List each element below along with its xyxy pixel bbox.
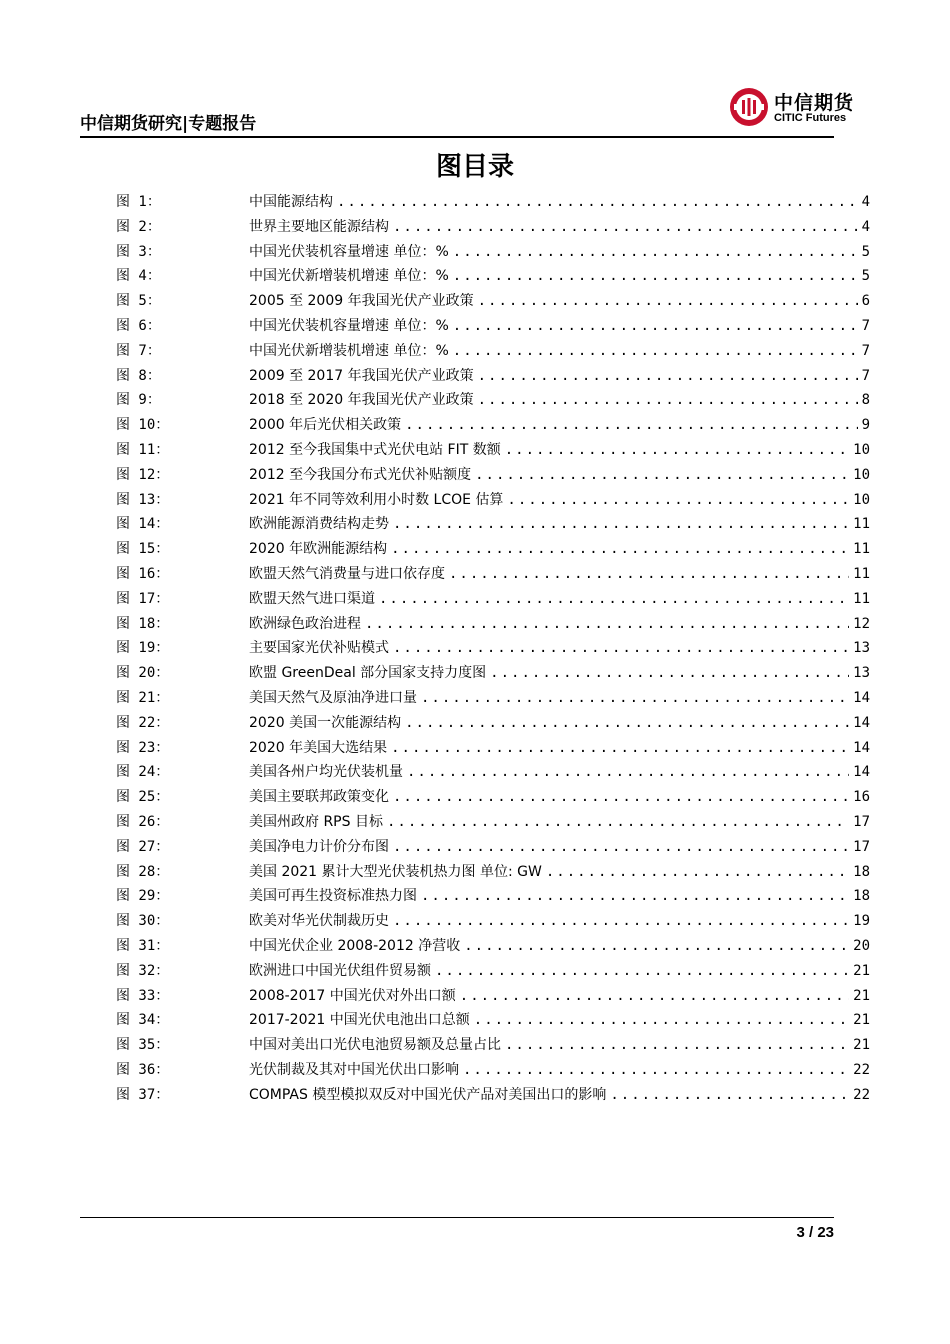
toc-entry-title: 2008-2017 中国光伏对外出口额 <box>249 987 456 1004</box>
toc-entry-title: 中国光伏新增装机增速 单位：% <box>249 342 449 359</box>
toc-entry-number: 图 9： <box>116 392 161 409</box>
toc-entry-page: 21 <box>853 1037 870 1054</box>
toc-entry-number: 图 19： <box>116 640 170 657</box>
toc-entry[interactable] <box>116 587 870 612</box>
toc-entry-body <box>249 884 870 909</box>
toc-entry-title: 2020 年欧洲能源结构 <box>249 541 388 558</box>
toc-entry[interactable] <box>116 215 870 240</box>
toc-entry-number: 图 6： <box>116 317 161 334</box>
toc-dot-leader <box>435 959 849 984</box>
toc-entry-page: 12 <box>853 615 870 632</box>
toc-entry[interactable] <box>116 1058 870 1083</box>
toc-dot-leader <box>478 364 858 389</box>
toc-entry[interactable] <box>116 289 870 314</box>
toc-entry-body <box>249 364 870 389</box>
toc-dot-leader <box>393 512 849 537</box>
toc-entry[interactable] <box>116 736 870 761</box>
toc-entry-page: 4 <box>861 194 870 210</box>
toc-entry-body <box>249 190 870 215</box>
toc-entry-page: 16 <box>853 789 870 806</box>
toc-entry-number: 图 35： <box>116 1037 170 1054</box>
toc-entry[interactable] <box>116 760 870 785</box>
toc-entry-title: 2000 年后光伏相关政策 <box>249 417 402 434</box>
toc-entry-page: 19 <box>853 913 870 930</box>
toc-dot-leader <box>610 1083 849 1108</box>
toc-entry-page: 14 <box>853 714 870 731</box>
toc-entry-body <box>249 314 870 339</box>
toc-dot-leader <box>405 413 857 438</box>
toc-entry-page: 17 <box>853 838 870 855</box>
toc-entry-body <box>249 959 870 984</box>
page-indicator: 3 / 23 <box>796 1224 834 1241</box>
toc-entry-number: 图 22： <box>116 714 170 731</box>
toc-entry-title: 世界主要地区能源结构 <box>249 218 389 235</box>
toc-dot-leader <box>505 1033 849 1058</box>
toc-entry[interactable] <box>116 959 870 984</box>
toc-dot-leader <box>463 1058 849 1083</box>
toc-dot-leader <box>393 636 849 661</box>
toc-dot-leader <box>393 835 849 860</box>
toc-entry-page: 5 <box>861 268 870 285</box>
toc-entry-number: 图 31： <box>116 937 170 954</box>
toc-entry-title: 美国主要联邦政策变化 <box>249 789 389 806</box>
toc-entry-body <box>249 289 870 314</box>
toc-entry[interactable] <box>116 438 870 463</box>
toc-entry[interactable] <box>116 711 870 736</box>
toc-entry-number: 图 10： <box>116 417 170 434</box>
toc-entry-number: 图 18： <box>116 615 170 632</box>
toc-entry-body <box>249 587 870 612</box>
toc-dot-leader <box>379 587 849 612</box>
toc-entry[interactable] <box>116 835 870 860</box>
toc-entry-page: 9 <box>861 417 870 434</box>
toc-entry-page: 22 <box>853 1086 870 1103</box>
toc-entry-page: 10 <box>853 491 870 508</box>
toc-entry-number: 图 11： <box>116 441 170 458</box>
toc-entry-title: 美国天然气及原油净进口量 <box>249 689 417 706</box>
toc-entry[interactable] <box>116 190 870 215</box>
toc-entry[interactable] <box>116 984 870 1009</box>
toc-entry[interactable] <box>116 810 870 835</box>
toc-entry-body <box>249 1083 870 1108</box>
toc-entry[interactable] <box>116 388 870 413</box>
toc-entry[interactable] <box>116 1083 870 1108</box>
toc-dot-leader <box>393 215 858 240</box>
toc-entry-number: 图 28： <box>116 863 170 880</box>
toc-entry-number: 图 13： <box>116 491 170 508</box>
toc-entry[interactable] <box>116 612 870 637</box>
toc-dot-leader <box>475 463 849 488</box>
toc-entry-body <box>249 736 870 761</box>
toc-entry-body <box>249 512 870 537</box>
report-header-title: 中信期货研究|专题报告 <box>80 114 257 134</box>
toc-dot-leader <box>490 661 849 686</box>
toc-dot-leader <box>474 1008 849 1033</box>
toc-entry-number: 图 25： <box>116 789 170 806</box>
toc-entry-body <box>249 488 870 513</box>
toc-entry-page: 21 <box>853 987 870 1004</box>
toc-dot-leader <box>453 240 858 265</box>
toc-entry-title: 光伏制裁及其对中国光伏出口影响 <box>249 1061 459 1078</box>
toc-entry-page: 13 <box>853 640 870 657</box>
toc-entry[interactable] <box>116 537 870 562</box>
toc-entry-number: 图 36： <box>116 1061 170 1078</box>
toc-dot-leader <box>407 760 849 785</box>
toc-entry-title: 中国光伏新增装机增速 单位：% <box>249 268 449 285</box>
toc-entry-page: 11 <box>853 541 870 558</box>
toc-entry-title: 2012 至今我国分布式光伏补贴额度 <box>249 466 472 483</box>
toc-entry-number: 图 12： <box>116 466 170 483</box>
toc-entry-body <box>249 661 870 686</box>
toc-dot-leader <box>478 388 858 413</box>
toc-entry[interactable] <box>116 413 870 438</box>
toc-entry-title: 美国州政府 RPS 目标 <box>249 813 383 830</box>
toc-entry-body <box>249 1058 870 1083</box>
toc-entry-title: 2012 至今我国集中式光伏电站 FIT 数额 <box>249 441 501 458</box>
toc-entry-page: 22 <box>853 1061 870 1078</box>
toc-entry-title: 欧盟天然气消费量与进口依存度 <box>249 565 445 582</box>
toc-entry[interactable] <box>116 661 870 686</box>
toc-entry-title: 欧盟天然气进口渠道 <box>249 590 375 607</box>
toc-dot-leader <box>391 537 849 562</box>
toc-entry-body <box>249 1008 870 1033</box>
toc-entry-body <box>249 537 870 562</box>
toc-entry[interactable] <box>116 314 870 339</box>
toc-entry-page: 18 <box>853 888 870 905</box>
toc-dot-leader <box>405 711 849 736</box>
footer-divider <box>80 1217 834 1218</box>
toc-entry-number: 图 23： <box>116 739 170 756</box>
toc-entry[interactable] <box>116 909 870 934</box>
toc-dot-leader <box>505 438 849 463</box>
toc-entry-title: 中国对美出口光伏电池贸易额及总量占比 <box>249 1037 501 1054</box>
toc-entry-title: 2020 年美国大选结果 <box>249 739 388 756</box>
toc-entry-title: 2021 年不同等效利用小时数 LCOE 估算 <box>249 491 504 508</box>
toc-dot-leader <box>464 934 849 959</box>
toc-entry-page: 5 <box>861 243 870 260</box>
toc-entry-page: 14 <box>853 739 870 756</box>
toc-entry-title: 欧洲能源消费结构走势 <box>249 516 389 533</box>
toc-entry-number: 图 15： <box>116 541 170 558</box>
toc-dot-leader <box>453 264 858 289</box>
toc-entry-title: 美国可再生投资标准热力图 <box>249 888 417 905</box>
toc-entry-page: 21 <box>853 1012 870 1029</box>
toc-dot-leader <box>449 562 849 587</box>
toc-entry-body <box>249 934 870 959</box>
toc-entry-number: 图 17： <box>116 590 170 607</box>
toc-entry-number: 图 34： <box>116 1012 170 1029</box>
header-divider <box>80 136 834 138</box>
toc-entry[interactable] <box>116 860 870 885</box>
toc-entry[interactable] <box>116 934 870 959</box>
toc-entry-body <box>249 240 870 265</box>
toc-entry[interactable] <box>116 364 870 389</box>
toc-entry-title: 2020 美国一次能源结构 <box>249 714 402 731</box>
toc-dot-leader <box>507 488 849 513</box>
toc-entry-title: 欧盟 GreenDeal 部分国家支持力度图 <box>249 665 487 682</box>
toc-entry-title: COMPAS 模型模拟双反对中国光伏产品对美国出口的影响 <box>249 1086 607 1103</box>
toc-entry[interactable] <box>116 636 870 661</box>
toc-entry-title: 美国各州户均光伏装机量 <box>249 764 403 781</box>
toc-entry-number: 图 24： <box>116 764 170 781</box>
toc-entry-title: 主要国家光伏补贴模式 <box>249 640 389 657</box>
toc-entry-title: 2005 至 2009 年我国光伏产业政策 <box>249 293 474 310</box>
toc-entry-body <box>249 860 870 885</box>
toc-entry-page: 13 <box>853 665 870 682</box>
toc-title: 图目录 <box>435 152 514 182</box>
toc-entry-title: 2018 至 2020 年我国光伏产业政策 <box>249 392 474 409</box>
toc-entry-number: 图 3： <box>116 243 161 260</box>
figure-toc-list <box>116 190 870 1107</box>
toc-dot-leader <box>453 339 858 364</box>
toc-entry-body <box>249 984 870 1009</box>
toc-entry-number: 图 4： <box>116 268 161 285</box>
toc-entry-number: 图 16： <box>116 565 170 582</box>
citic-emblem-icon <box>728 86 770 128</box>
toc-entry-number: 图 33： <box>116 987 170 1004</box>
toc-dot-leader <box>546 860 849 885</box>
toc-dot-leader <box>387 810 849 835</box>
toc-dot-leader <box>337 190 858 215</box>
toc-entry-body <box>249 438 870 463</box>
toc-entry[interactable] <box>116 463 870 488</box>
toc-entry[interactable] <box>116 884 870 909</box>
toc-entry-number: 图 32： <box>116 962 170 979</box>
toc-entry-page: 11 <box>853 516 870 533</box>
toc-entry-number: 图 21： <box>116 689 170 706</box>
toc-entry-number: 图 5： <box>116 293 161 310</box>
toc-entry-body <box>249 686 870 711</box>
toc-dot-leader <box>478 289 858 314</box>
toc-entry-page: 8 <box>861 392 870 409</box>
toc-entry-title: 中国能源结构 <box>249 194 333 210</box>
toc-entry[interactable] <box>116 264 870 289</box>
toc-entry-title: 欧洲绿色政治进程 <box>249 615 361 632</box>
toc-entry-page: 20 <box>853 937 870 954</box>
toc-entry-number: 图 37： <box>116 1086 170 1103</box>
toc-entry-body <box>249 711 870 736</box>
toc-entry-body <box>249 636 870 661</box>
toc-entry-body <box>249 835 870 860</box>
toc-entry[interactable] <box>116 1008 870 1033</box>
toc-entry-number: 图 20： <box>116 665 170 682</box>
toc-dot-leader <box>391 736 849 761</box>
toc-entry-number: 图 30： <box>116 913 170 930</box>
toc-entry-title: 欧洲进口中国光伏组件贸易额 <box>249 962 431 979</box>
toc-entry-body <box>249 264 870 289</box>
toc-entry-page: 14 <box>853 764 870 781</box>
toc-entry-body <box>249 388 870 413</box>
toc-entry[interactable] <box>116 488 870 513</box>
toc-dot-leader <box>453 314 858 339</box>
toc-dot-leader <box>393 909 849 934</box>
toc-entry-body <box>249 463 870 488</box>
toc-entry-number: 图 27： <box>116 838 170 855</box>
toc-entry[interactable] <box>116 339 870 364</box>
toc-dot-leader <box>365 612 849 637</box>
toc-entry-title: 中国光伏企业 2008-2012 净营收 <box>249 937 461 954</box>
toc-entry-number: 图 1： <box>116 194 161 210</box>
toc-entry-title: 美国净电力计价分布图 <box>249 838 389 855</box>
toc-entry-body <box>249 339 870 364</box>
toc-entry-body <box>249 215 870 240</box>
toc-entry-number: 图 2： <box>116 218 161 235</box>
toc-entry-page: 7 <box>861 342 870 359</box>
toc-entry-page: 4 <box>861 218 870 235</box>
toc-entry-page: 7 <box>861 367 870 384</box>
toc-entry-body <box>249 785 870 810</box>
toc-entry-page: 11 <box>853 590 870 607</box>
toc-entry-body <box>249 760 870 785</box>
toc-entry-page: 18 <box>853 863 870 880</box>
toc-entry-title: 中国光伏装机容量增速 单位：% <box>249 243 449 260</box>
toc-entry-page: 21 <box>853 962 870 979</box>
logo-chinese-name: 中信期货 <box>774 92 855 114</box>
toc-entry-body <box>249 562 870 587</box>
toc-entry-number: 图 29： <box>116 888 170 905</box>
toc-entry[interactable] <box>116 240 870 265</box>
toc-entry-title: 中国光伏装机容量增速 单位：% <box>249 317 449 334</box>
toc-entry-number: 图 26： <box>116 813 170 830</box>
toc-entry-page: 7 <box>861 317 870 334</box>
toc-entry[interactable] <box>116 512 870 537</box>
toc-entry-body <box>249 810 870 835</box>
toc-entry[interactable] <box>116 1033 870 1058</box>
toc-entry-page: 10 <box>853 466 870 483</box>
toc-entry-body <box>249 1033 870 1058</box>
logo-english-name: CITIC Futures <box>774 112 847 124</box>
toc-entry-page: 10 <box>853 441 870 458</box>
toc-entry[interactable] <box>116 686 870 711</box>
toc-entry-number: 图 14： <box>116 516 170 533</box>
toc-entry-body <box>249 413 870 438</box>
toc-entry-title: 美国 2021 累计大型光伏装机热力图 单位: GW <box>249 863 542 880</box>
toc-entry[interactable] <box>116 785 870 810</box>
toc-entry-body <box>249 612 870 637</box>
toc-entry-body <box>249 909 870 934</box>
toc-entry-number: 图 7： <box>116 342 161 359</box>
toc-entry-title: 欧美对华光伏制裁历史 <box>249 913 389 930</box>
toc-dot-leader <box>421 686 849 711</box>
toc-entry-title: 2009 至 2017 年我国光伏产业政策 <box>249 367 474 384</box>
toc-dot-leader <box>460 984 849 1009</box>
citic-logo <box>728 86 868 130</box>
toc-dot-leader <box>393 785 849 810</box>
toc-entry-title: 2017-2021 中国光伏电池出口总额 <box>249 1012 470 1029</box>
toc-entry[interactable] <box>116 562 870 587</box>
toc-entry-page: 14 <box>853 689 870 706</box>
toc-entry-page: 17 <box>853 813 870 830</box>
toc-dot-leader <box>421 884 849 909</box>
toc-entry-page: 11 <box>853 565 870 582</box>
toc-entry-number: 图 8： <box>116 367 161 384</box>
toc-entry-page: 6 <box>861 293 870 310</box>
